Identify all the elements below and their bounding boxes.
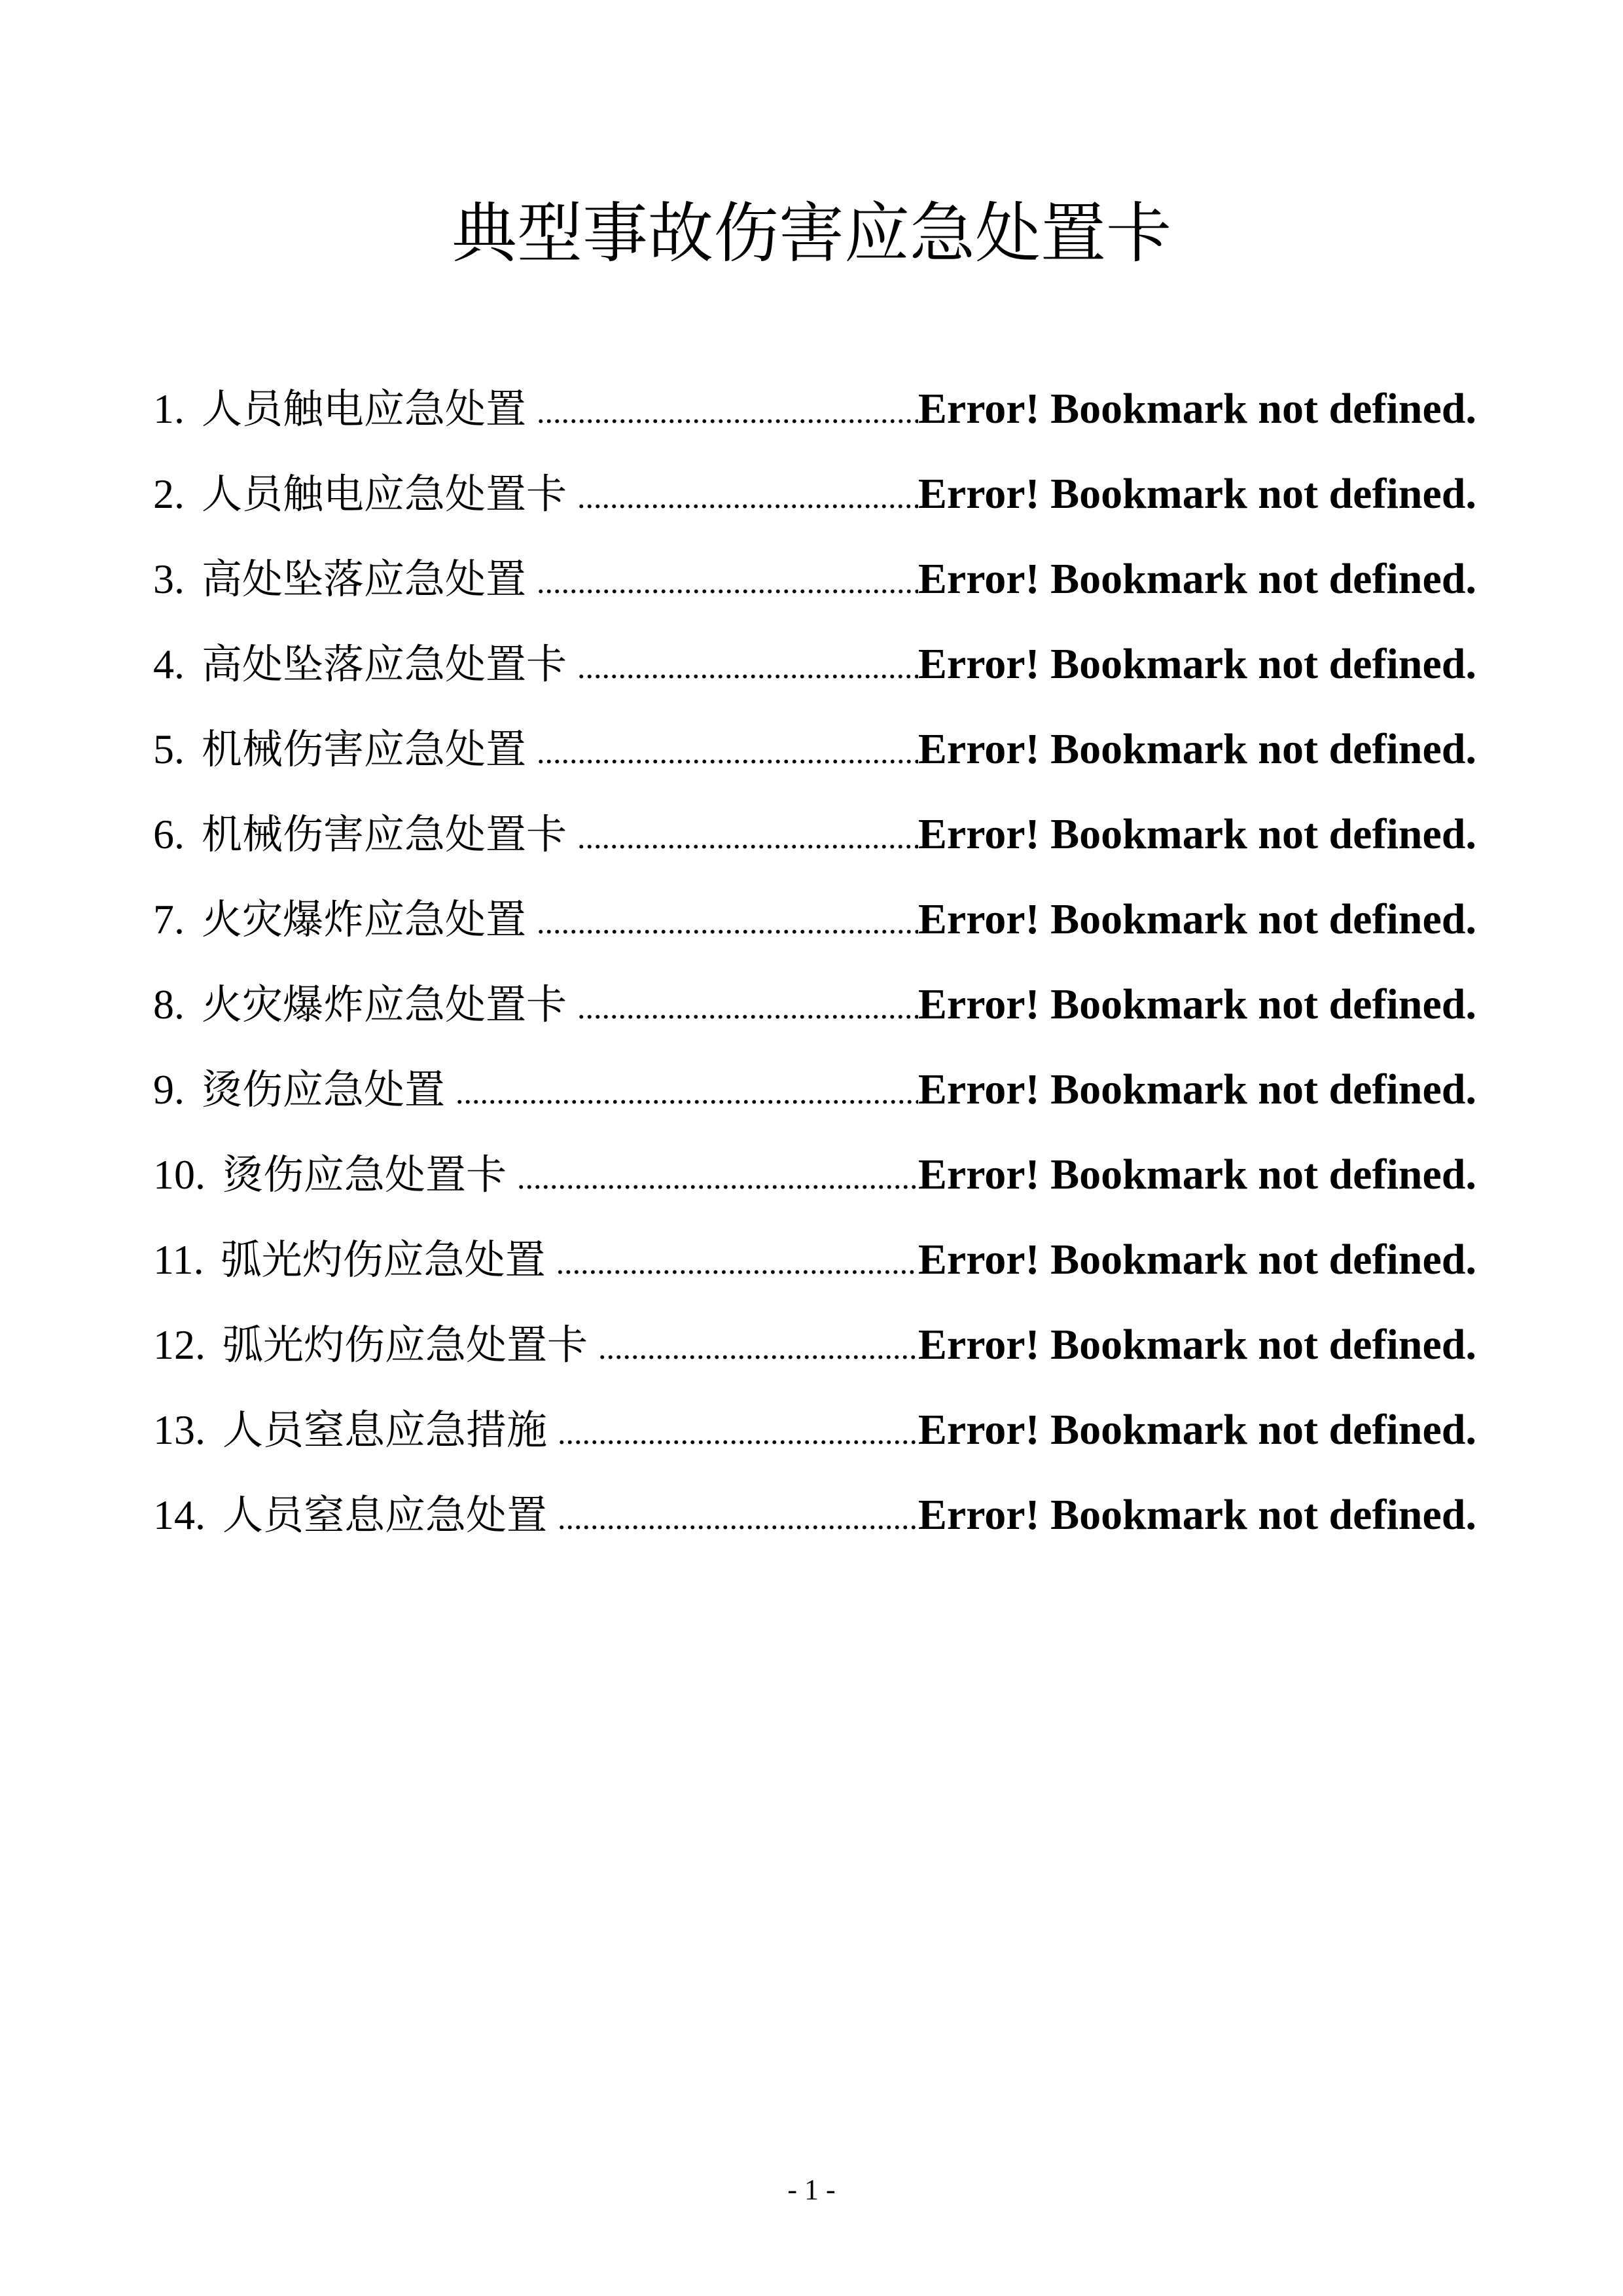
toc-dot-leader — [445, 1050, 918, 1135]
toc-dot-leader — [567, 624, 918, 709]
page-number: - 1 - — [787, 2174, 836, 2206]
toc-entry-label[interactable]: 火灾爆炸应急处置卡 — [202, 980, 567, 1028]
toc-entry-page-reference: Error! Bookmark not defined. — [918, 1491, 1476, 1539]
toc-dot-leader — [547, 1390, 918, 1475]
toc-entry[interactable] — [153, 1047, 1476, 1132]
toc-entry-number: 12. — [153, 1321, 205, 1368]
toc-entry-label[interactable]: 高处坠落应急处置 — [202, 555, 527, 603]
toc-entry[interactable] — [153, 707, 1476, 792]
toc-entry[interactable] — [153, 537, 1476, 622]
toc-entry-page-reference: Error! Bookmark not defined. — [918, 1066, 1476, 1113]
toc-entry-label[interactable]: 机械伤害应急处置 — [202, 725, 527, 773]
toc-entry-number: 7. — [153, 896, 185, 942]
toc-entry-number: 13. — [153, 1407, 205, 1453]
toc-entry-page-reference: Error! Bookmark not defined. — [918, 470, 1476, 518]
toc-dot-leader — [526, 539, 918, 624]
page-title: 典型事故伤害应急处置卡 — [452, 195, 1171, 272]
toc-entry-page-reference: Error! Bookmark not defined. — [918, 810, 1476, 858]
toc-entry-label[interactable]: 人员触电应急处置卡 — [202, 470, 567, 518]
toc-entry[interactable] — [153, 877, 1476, 962]
toc-entry[interactable] — [153, 792, 1476, 877]
toc-entry-page-reference: Error! Bookmark not defined. — [918, 1321, 1476, 1369]
toc-entry-label[interactable]: 弧光灼伤应急处置卡 — [223, 1321, 588, 1369]
toc-entry-number: 9. — [153, 1066, 185, 1113]
toc-entry-label[interactable]: 烫伤应急处置 — [202, 1066, 446, 1113]
toc-entry-number: 8. — [153, 981, 185, 1028]
toc-entry[interactable] — [153, 452, 1476, 537]
toc-entry[interactable] — [153, 1132, 1476, 1217]
toc-entry[interactable] — [153, 962, 1476, 1047]
toc-entry-page-reference: Error! Bookmark not defined. — [918, 1236, 1476, 1283]
toc-dot-leader — [546, 1220, 918, 1305]
toc-entry-page-reference: Error! Bookmark not defined. — [918, 385, 1476, 433]
toc-entry-number: 11. — [153, 1236, 204, 1283]
toc-dot-leader — [526, 880, 918, 965]
toc-entry-number: 2. — [153, 471, 185, 517]
toc-entry-number: 1. — [153, 386, 185, 432]
toc-dot-leader — [526, 369, 918, 454]
toc-dot-leader — [507, 1135, 918, 1220]
toc-dot-leader — [526, 709, 918, 795]
toc-entry[interactable] — [153, 1388, 1476, 1473]
toc-entry-page-reference: Error! Bookmark not defined. — [918, 1151, 1476, 1198]
toc-entry-page-reference: Error! Bookmark not defined. — [918, 725, 1476, 773]
toc-entry-label[interactable]: 机械伤害应急处置卡 — [202, 810, 567, 858]
toc-entry-label[interactable]: 火灾爆炸应急处置 — [202, 895, 527, 943]
toc-entry-number: 4. — [153, 641, 185, 687]
toc-entry-number: 10. — [153, 1151, 205, 1198]
toc-entry-number: 5. — [153, 726, 185, 772]
toc-entry-number: 3. — [153, 556, 185, 602]
toc-entry-page-reference: Error! Bookmark not defined. — [918, 1406, 1476, 1454]
toc-entry-number: 6. — [153, 811, 185, 857]
toc-entry[interactable] — [153, 1217, 1476, 1302]
toc-entry-page-reference: Error! Bookmark not defined. — [918, 555, 1476, 603]
toc-entry-page-reference: Error! Bookmark not defined. — [918, 980, 1476, 1028]
toc-entry-label[interactable]: 人员窒息应急处置 — [223, 1491, 548, 1539]
toc-entry[interactable] — [153, 1473, 1476, 1558]
toc-entry[interactable] — [153, 367, 1476, 452]
toc-entry-page-reference: Error! Bookmark not defined. — [918, 895, 1476, 943]
toc-entry-page-reference: Error! Bookmark not defined. — [918, 640, 1476, 688]
toc-entry-number: 14. — [153, 1492, 205, 1538]
toc-entry-label[interactable]: 人员触电应急处置 — [202, 385, 527, 433]
toc-entry-label[interactable]: 烫伤应急处置卡 — [223, 1151, 507, 1198]
toc-entry-label[interactable]: 弧光灼伤应急处置 — [221, 1236, 546, 1283]
toc-entry-label[interactable]: 人员窒息应急措施 — [223, 1406, 548, 1454]
toc-entry[interactable] — [153, 1302, 1476, 1388]
table-of-contents — [153, 367, 1476, 1558]
toc-dot-leader — [567, 454, 918, 539]
toc-entry[interactable] — [153, 622, 1476, 707]
toc-dot-leader — [588, 1305, 918, 1390]
toc-dot-leader — [567, 795, 918, 880]
toc-dot-leader — [567, 965, 918, 1050]
toc-entry-label[interactable]: 高处坠落应急处置卡 — [202, 640, 567, 688]
toc-dot-leader — [547, 1475, 918, 1560]
